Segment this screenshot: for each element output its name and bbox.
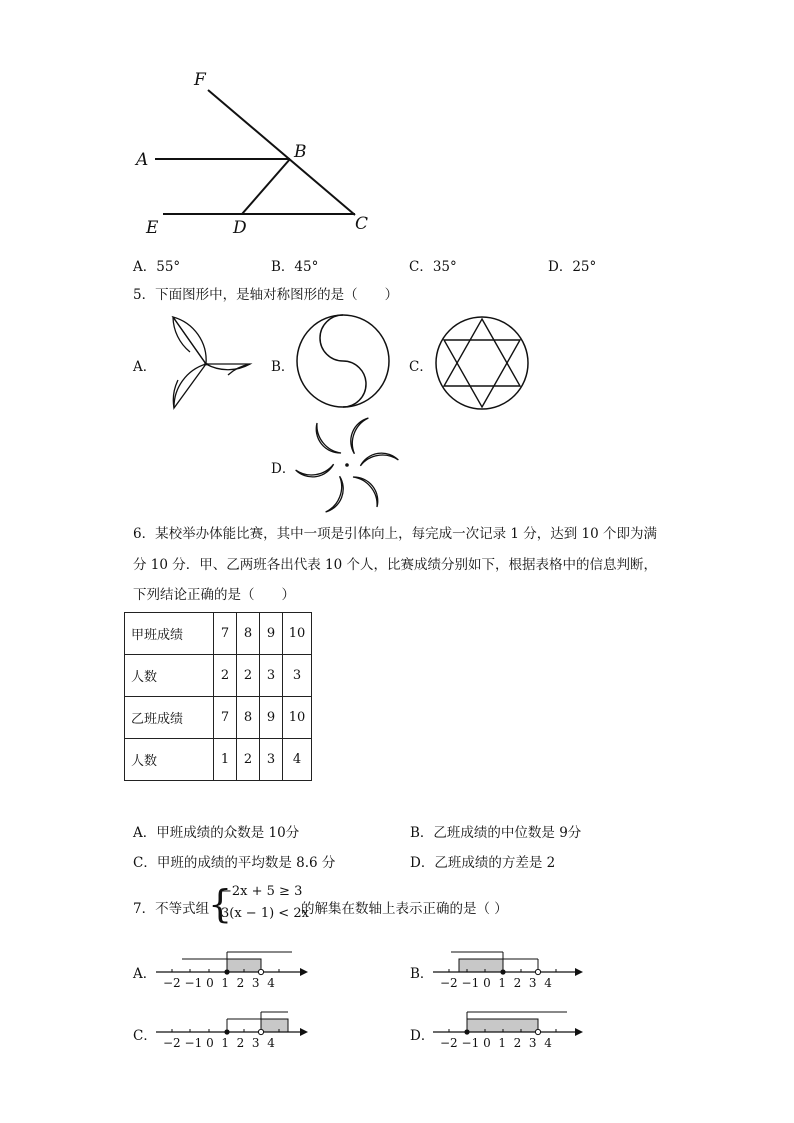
table-cell: 3 [283, 655, 312, 697]
point-label-c: C [355, 214, 369, 234]
point-label-a: A [136, 150, 149, 170]
q5-option-b-label[interactable]: B． [271, 359, 295, 375]
table-cell: 8 [237, 697, 260, 739]
table-cell: 3 [260, 739, 283, 781]
q7-option-c-label[interactable]: C． [133, 1028, 157, 1044]
q7-stem-suffix: 的解集在数轴上表示正确的是（ ） [301, 901, 508, 917]
table-cell: 甲班成绩 [125, 613, 214, 655]
table-cell: 人数 [125, 655, 214, 697]
table-cell: 10 [283, 613, 312, 655]
q6-stem-line-3: 下列结论正确的是（ ） [133, 587, 295, 603]
table-cell: 人数 [125, 739, 214, 781]
q7-option-d-tick-labels: −2 −1 0 1 2 3 4 [440, 1036, 552, 1050]
q5-option-d-label[interactable]: D． [271, 461, 296, 477]
q6-option-a[interactable]: A．甲班成绩的众数是 10分 [133, 825, 300, 841]
brace-icon: { [208, 882, 233, 926]
q6-stem-line-1: 6．某校举办体能比赛，其中一项是引体向上，每完成一次记录 1 分，达到 10 个即为满 [133, 526, 658, 542]
point-label-d: D [233, 218, 247, 238]
q5-option-b-taiji-figure[interactable] [296, 314, 396, 414]
q7-option-c-tick-labels: −2 −1 0 1 2 3 4 [163, 1036, 275, 1050]
table-cell: 7 [214, 697, 237, 739]
table-cell: 乙班成绩 [125, 697, 214, 739]
q6-option-d[interactable]: D．乙班成绩的方差是 2 [410, 855, 556, 871]
q6-option-b[interactable]: B．乙班成绩的中位数是 9分 [410, 825, 582, 841]
table-cell: 8 [237, 613, 260, 655]
q6-option-c[interactable]: C．甲班的成绩的平均数是 8.6 分 [133, 855, 336, 871]
table-row [125, 613, 312, 655]
q7-option-a-label[interactable]: A． [133, 966, 157, 982]
q4-option-d[interactable]: D．25° [548, 259, 597, 275]
q7-option-d-label[interactable]: D． [410, 1028, 435, 1044]
q6-score-table [124, 612, 312, 781]
q6-stem-line-2: 分 10 分．甲、乙两班各出代表 10 个人，比赛成绩分别如下，根据表格中的信息判断， [133, 557, 658, 573]
q7-inequality-2: 3(x − 1) < 2x [221, 906, 309, 921]
q4-option-c[interactable]: C．35° [409, 259, 457, 275]
table-row [125, 697, 312, 739]
q5-option-c-label[interactable]: C． [409, 359, 433, 375]
table-cell: 2 [214, 655, 237, 697]
table-cell: 7 [214, 613, 237, 655]
q5-option-a-label[interactable]: A． [133, 359, 157, 375]
table-cell: 4 [283, 739, 312, 781]
q7-option-a-tick-labels: −2 −1 0 1 2 3 4 [163, 976, 275, 990]
table-cell: 1 [214, 739, 237, 781]
table-cell: 2 [237, 739, 260, 781]
q4-option-b[interactable]: B．45° [271, 259, 319, 275]
q7-inequality-1: −2x + 5 ≥ 3 [221, 884, 303, 899]
q5-stem: 5．下面图形中，是轴对称图形的是（ ） [133, 287, 399, 303]
q5-option-c-star-of-david-figure[interactable] [435, 316, 535, 416]
table-row [125, 739, 312, 781]
table-cell: 9 [260, 613, 283, 655]
q5-option-d-crescent-pinwheel-figure[interactable] [295, 415, 405, 515]
q7-stem-prefix: 7．不等式组 [133, 901, 210, 917]
q7-option-b-tick-labels: −2 −1 0 1 2 3 4 [440, 976, 552, 990]
q7-option-b-label[interactable]: B． [410, 966, 434, 982]
q4-geometry-figure [0, 0, 794, 260]
table-cell: 3 [260, 655, 283, 697]
table-cell: 10 [283, 697, 312, 739]
table-cell: 9 [260, 697, 283, 739]
point-label-e: E [146, 218, 159, 238]
q5-option-a-pinwheel-figure[interactable] [158, 312, 258, 412]
point-label-f: F [194, 70, 206, 90]
q4-option-a[interactable]: A．55° [133, 259, 181, 275]
table-row [125, 655, 312, 697]
table-cell: 2 [237, 655, 260, 697]
point-label-b: B [294, 142, 307, 162]
